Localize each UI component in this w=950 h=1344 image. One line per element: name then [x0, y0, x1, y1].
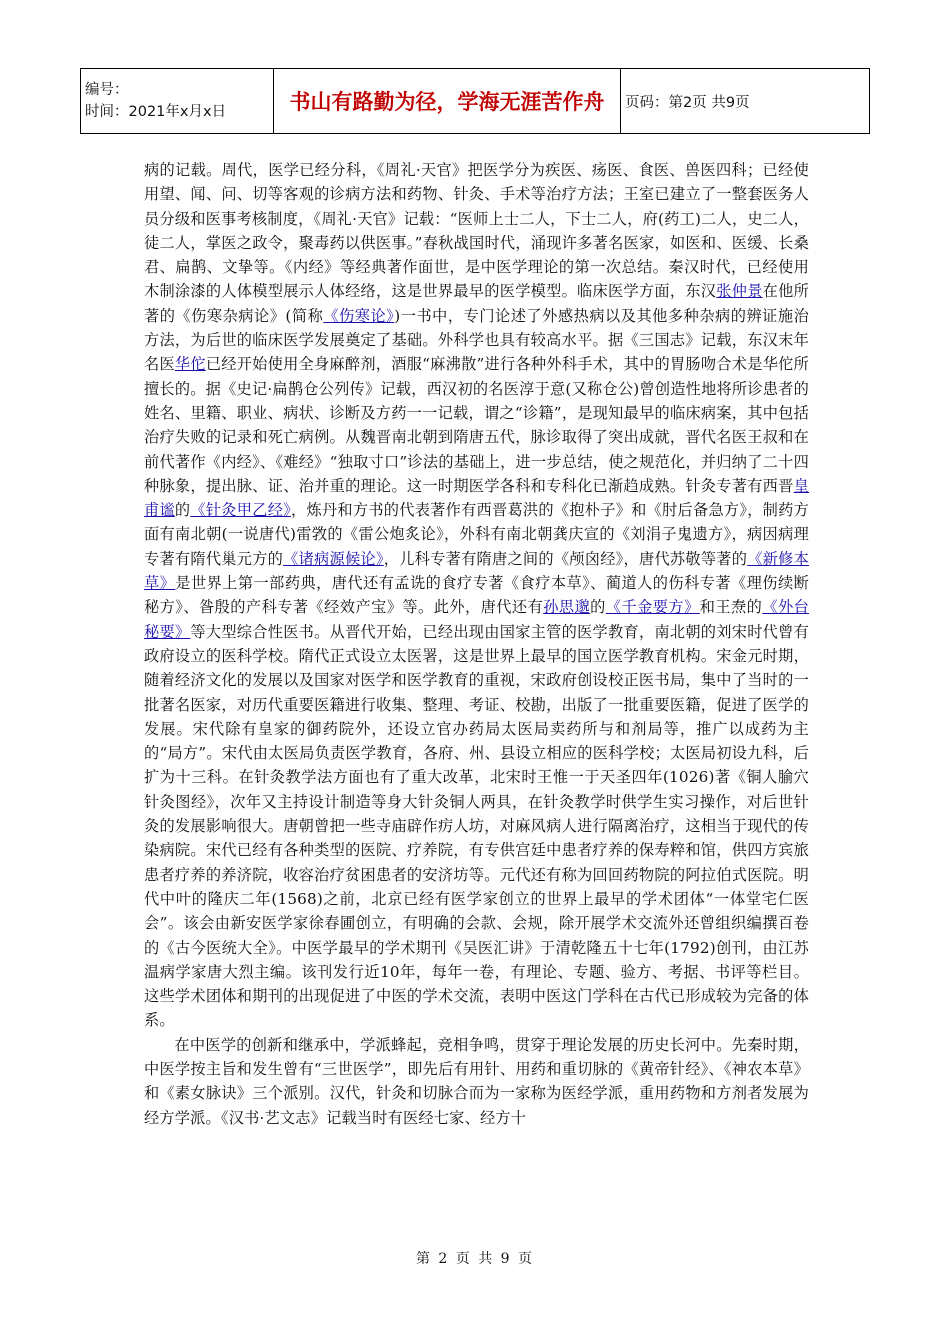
- body-hyperlink[interactable]: 孙思邈: [543, 598, 591, 617]
- body-hyperlink[interactable]: 《外台秘要》: [144, 598, 809, 641]
- body-text-run: 是世界上第一部药典，唐代还有孟诜的食疗专著《食疗本草》、蔺道人的伤科专著《理伤续断秘方》、昝殷的产科专著《经效产宝》等。此外，唐代还有: [144, 574, 809, 617]
- body-text-run: 的: [590, 598, 606, 617]
- body-hyperlink[interactable]: 《针灸甲乙经》: [190, 501, 292, 520]
- body-hyperlink[interactable]: 《诸病源候论》: [283, 549, 384, 568]
- document-body: [144, 158, 809, 1130]
- body-hyperlink[interactable]: 《新修本草》: [144, 549, 809, 593]
- body-text-run: 在他所著的《伤寒杂病论》(简称: [144, 282, 809, 325]
- body-text-run: 和王焘的: [699, 598, 763, 617]
- body-text-run: )一书中，专门论述了外感热病以及其他多种杂病的辨证施治方法，为后世的临床医学发展奠定了基础。外科学也具有较高水平。据《三国志》记载，东汉末年名医: [144, 306, 810, 374]
- header-page-info: 页码：第2页 共9页: [621, 69, 870, 134]
- header-motto: 书山有路勤为径，学海无涯苦作舟: [274, 69, 621, 134]
- body-hyperlink[interactable]: 华佗: [174, 355, 206, 374]
- body-hyperlink[interactable]: 《伤寒论》: [323, 306, 395, 325]
- page-footer: 第 2 页 共 9 页: [415, 1251, 535, 1267]
- document-number-label: 编号：: [85, 82, 129, 98]
- body-hyperlink[interactable]: 皇甫谧: [144, 476, 809, 520]
- body-paragraph: [144, 1033, 809, 1130]
- body-paragraph: [144, 158, 809, 1033]
- body-hyperlink[interactable]: 张仲景: [716, 282, 763, 301]
- body-text-run: ，炼丹和方书的代表著作有西晋葛洪的《抱朴子》和《肘后备急方》，制药方面有南北朝(一说唐代)雷敩的《雷公炮炙论》，外科有南北朝龚庆宣的《刘涓子鬼遗方》，病因病理专著有隋代巢元方的: [144, 501, 809, 568]
- document-header: [80, 68, 870, 134]
- body-text-run: 的: [174, 501, 191, 520]
- body-text-run: 病的记载。周代，医学已经分科，《周礼·天官》把医学分为疾医、疡医、食医、兽医四科；已经使用望、闻、问、切等客观的诊病方法和药物、针灸、手术等治疗方法；王室已建立了一整套医务人员分级和医事考核制度，《周礼·天官》记载：“医师上士二人，下士二人，府(药工)二人，史二人，徒二人，掌医之政令，聚毒药以供医事。”春秋战国时代，涌现许多著名医家，如医和、医缓、长桑君、扁鹊、文挚等。《内经》等经典著作面世，是中医学理论的第一次总结。秦汉时代，已经使用木制涂漆的人体模型展示人体经络，这是世界最早的医学模型。临床医学方面，东汉: [144, 161, 809, 301]
- body-text-run: 等大型综合性医书。从晋代开始，已经出现由国家主管的医学教育，南北朝的刘宋时代曾有政府设立的医科学校。隋代正式设立太医署，这是世界上最早的国立医学教育机构。宋金元时期，随着经济文化的发展以及国家对医学和医学教育的重视，宋政府创设校正医书局，集中了当时的一批著名医家，对历代重要医籍进行收集、整理、考证、校勘，出版了一批重要医籍，促进了医学的发展。宋代除有皇家的御药院外，还设立官办药局太医局卖药所与和剂局等，推广以成药为主的“局方”。宋代由太医局负责医学教育，各府、州、县设立相应的医科学校；太医局初设九科，后扩为十三科。在针灸教学法方面也有了重大改革，北宋时王惟一于天圣四年(1026)著《铜人腧穴针灸图经》，次年又主持设计制造等身大针灸铜人两具，在针灸教学时供学生实习操作，对后世针灸的发展影响很大。唐朝曾把一些寺庙辟作疠人坊，对麻风病人进行隔离治疗，这相当于现代的传染病院。宋代已经有各种类型的医院、疗养院，有专供宫廷中患者疗养的保寿粹和馆，供四方宾旅患者疗养的养济院，收容治疗贫困患者的安济坊等。元代还有称为回回药物院的阿拉伯式医院。明代中叶的隆庆二年(1568)之前，北京已经有医学家创立的世界上最早的学术团体“一体堂宅仁医会”。该会由新安医学家徐春圃创立，有明确的会款、会规，除开展学术交流外还曾组织编撰百卷的《古今医统大全》。中医学最早的学术期刊《吴医汇讲》于清乾隆五十七年(1792)创刊，由江苏温病学家唐大烈主编。该刊发行近10年，每年一卷，有理论、专题、验方、考据、书评等栏目。这些学术团体和期刊的出现促进了中医的学术交流，表明中医这门学科在古代已形成较为完备的体系。: [144, 622, 809, 1030]
- body-text-run: 已经开始使用全身麻醉剂，酒服“麻沸散”进行各种外科手术，其中的胃肠吻合术是华佗所擅长的。据《史记·扁鹊仓公列传》记载，西汉初的名医淳于意(又称仓公)曾创造性地将所诊患者的姓名、里籍、职业、病状、诊断及方药一一记载，谓之“诊籍”，是现知最早的临床病案，其中包括治疗失败的记录和死亡病例。从魏晋南北朝到隋唐五代，脉诊取得了突出成就，晋代名医王叔和在前代著作《内经》、《难经》“独取寸口”诊法的基础上，进一步总结，使之规范化，并归纳了二十四种脉象，提出脉、证、治并重的理论。这一时期医学各科和专科化已渐趋成熟。针灸专著有西晋: [144, 355, 809, 495]
- body-text-run: 在中医学的创新和继承中，学派蜂起，竞相争鸣，贯穿于理论发展的历史长河中。先秦时期，中医学按主旨和发生曾有“三世医学”，即先后有用针、用药和重切脉的《黄帝针经》、《神农本草》和《素女脉诀》三个派别。汉代，针灸和切脉合而为一家称为医经学派，重用药物和方剂者发展为经方学派。《汉书·艺文志》记载当时有医经七家、经方十: [144, 1035, 809, 1127]
- document-time-label: 时间：2021年x月x日: [85, 104, 227, 120]
- body-hyperlink[interactable]: 《千金要方》: [605, 598, 700, 617]
- body-text-run: ，儿科专著有隋唐之间的《颅囟经》，唐代苏敬等著的: [383, 549, 748, 568]
- header-meta-cell: [81, 69, 274, 134]
